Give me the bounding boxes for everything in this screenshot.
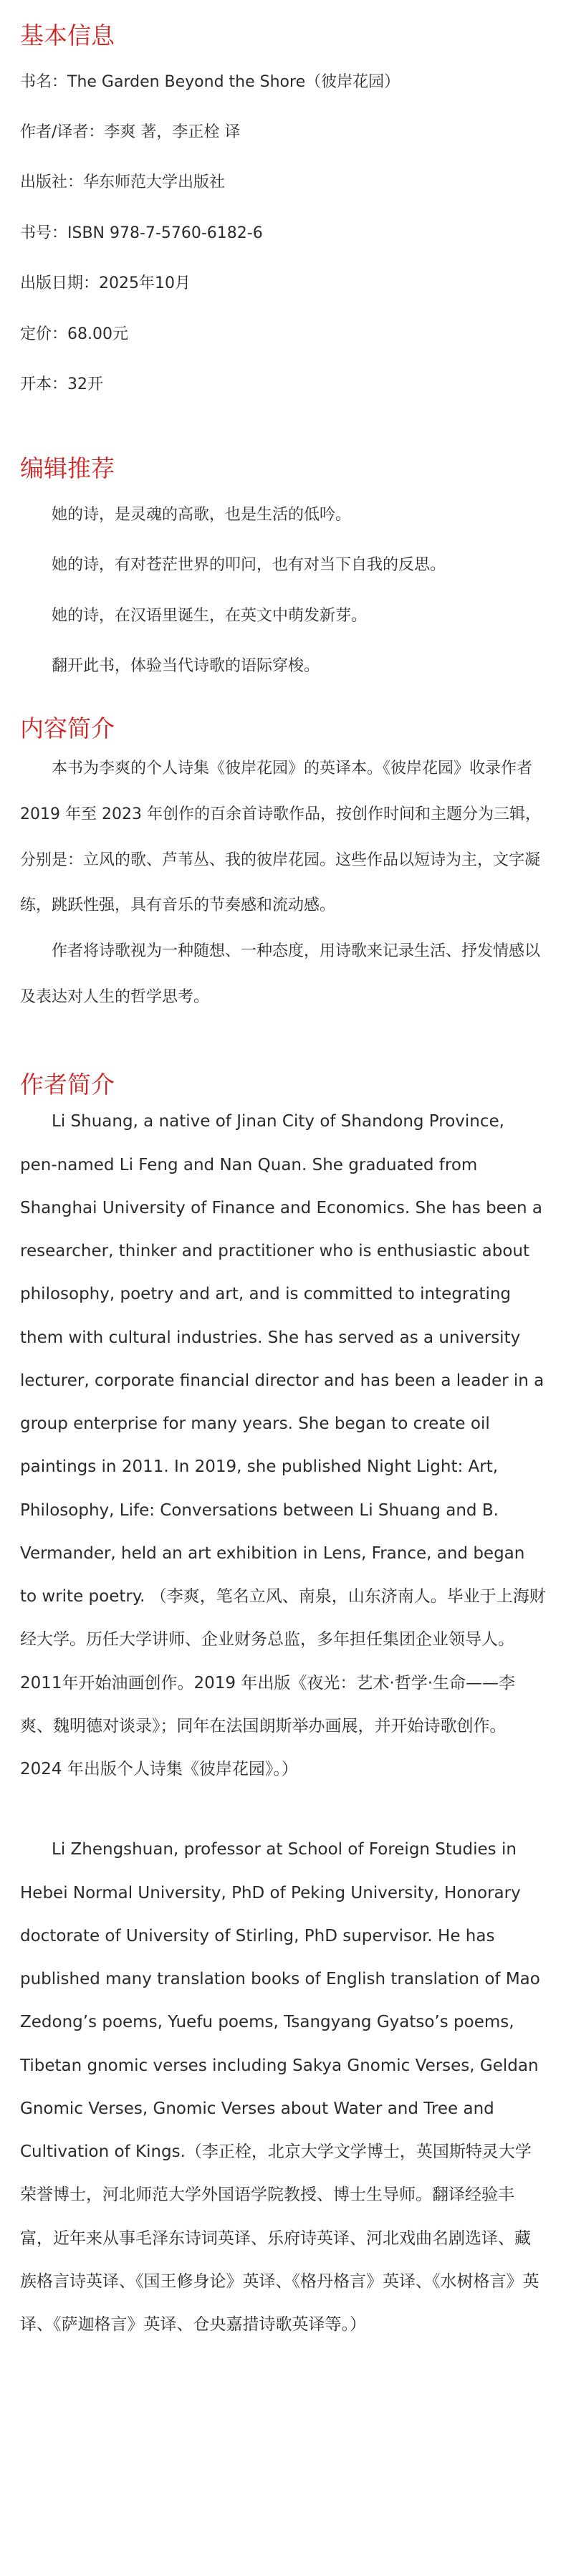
basic-info-list xyxy=(20,73,546,395)
content-summary-body xyxy=(20,746,546,1020)
editor-recommendation-section xyxy=(20,454,546,676)
recommendation-line: 她的诗，在汉语里诞生，在英文中萌发新芽。 xyxy=(52,606,368,625)
format-line: 开本：32开 xyxy=(20,375,103,393)
summary-paragraph: 作者将诗歌视为一种随想、一种态度，用诗歌来记录生活、抒发情感以及表达对人生的哲学思考。 xyxy=(20,942,541,1007)
basic-info-heading: 基本信息 xyxy=(20,21,115,49)
author-bio-section xyxy=(20,1071,546,2347)
editor-recommendation-list xyxy=(20,506,546,676)
author-bio-paragraph: Li Shuang, a native of Jinan City of Shandong Province, pen-named Li Feng and Nan Quan. She graduated from Shanghai University of Finance and Economics. She has been a researcher, thinker and practitioner who is enthusiastic about philosophy, poetry and art, and is committed to integrating them with cultural industries. She has served as a university lecturer, corporate financial director and has been a leader in a group enterprise for many years. She began to create oil paintings in 2011. In 2019, she published Night Light: Art, Philosophy, Life: Conversations between Li Shuang and B. Vermander, held an art exhibition in Lens, France, and began to write poetry. （李爽，笔名立风、南泉，山东济南人。毕业于上海财经大学。历任大学讲师、企业财务总监，多年担任集团企业领导人。2011年开始油画创作。2019 年出版《夜光：艺术·哲学·生命——李爽、魏明德对谈录》；同年在法国朗斯举办画展，并开始诗歌创作。2024 年出版个人诗集《彼岸花园》。） xyxy=(20,1112,546,1779)
author-translator-line: 作者/译者：李爽 著，李正栓 译 xyxy=(20,123,241,141)
content-summary-heading: 内容简介 xyxy=(20,714,115,743)
recommendation-line: 她的诗，有对苍茫世界的叩问，也有对当下自我的反思。 xyxy=(52,556,446,575)
book-title-line: 书名：The Garden Beyond the Shore（彼岸花园） xyxy=(20,72,400,91)
isbn-line: 书号：ISBN 978-7-5760-6182-6 xyxy=(20,224,263,242)
basic-info-section xyxy=(20,21,546,394)
publish-date-line: 出版日期：2025年10月 xyxy=(20,274,191,293)
author-bio-body xyxy=(20,1100,546,2346)
content-summary-section xyxy=(20,714,546,1020)
publisher-line: 出版社：华东师范大学出版社 xyxy=(20,173,226,192)
price-line: 定价：68.00元 xyxy=(20,325,128,343)
translator-bio-paragraph: Li Zhengshuan, professor at School of Foreign Studies in Hebei Normal University, PhD of Peking University, Honorary doctorate of University of Stirling, PhD supervisor. He has published many translation books of English translation of Mao Zedong’s poems, Yuefu poems, Tsangyang Gyatso’s poems, Tibetan gnomic verses including Sakya Gnomic Verses, Geldan Gnomic Verses, Gnomic Verses about Water and Tree and Cultivation of Kings.（李正栓，北京大学文学博士，英国斯特灵大学荣誉博士，河北师范大学外国语学院教授、博士生导师。翻译经验丰富，近年来从事毛泽东诗词英译、乐府诗英译、河北戏曲名剧选译、藏族格言诗英译、《国王修身论》英译、《格丹格言》英译、《水树格言》英译、《萨迦格言》英译、仓央嘉措诗歌英译等。） xyxy=(20,1840,540,2335)
summary-paragraph: 本书为李爽的个人诗集《彼岸花园》的英译本。《彼岸花园》收录作者 2019 年至 2023 年创作的百余首诗歌作品，按创作时间和主题分为三辑，分别是：立风的歌、芦苇丛、我的彼岸花园。这些作品以短诗为主，文字凝练，跳跃性强，具有音乐的节奏感和流动感。 xyxy=(20,760,541,915)
recommendation-line: 她的诗，是灵魂的高歌，也是生活的低吟。 xyxy=(52,505,352,524)
editor-recommendation-heading: 编辑推荐 xyxy=(20,454,115,483)
author-bio-heading: 作者简介 xyxy=(20,1070,115,1098)
recommendation-line: 翻开此书，体验当代诗歌的语际穿梭。 xyxy=(52,657,320,676)
